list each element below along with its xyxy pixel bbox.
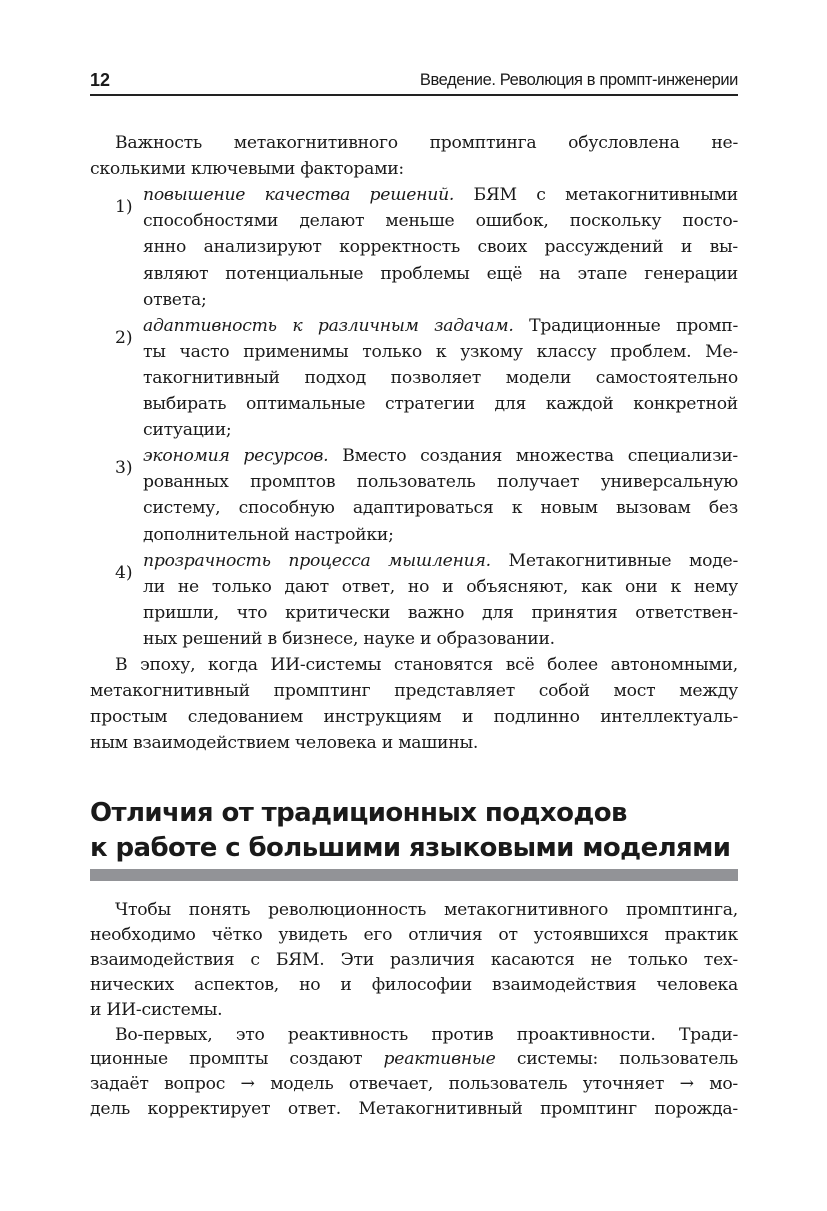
text-line <box>90 1099 738 1119</box>
text-segment: В эпоху, когда ИИ-системы становятся всё более автономными, <box>115 655 738 675</box>
text-line <box>115 1025 738 1045</box>
text-segment: ты часто применимы только к узкому классу проблем. Ме- <box>143 341 738 362</box>
text-segment: метакогнитивный промптинг представляет собой мост между <box>90 681 738 702</box>
text-line <box>143 603 738 623</box>
italic-term: прозрачность процесса мышления. <box>143 550 491 571</box>
text-line <box>143 394 738 414</box>
text-line <box>90 925 738 945</box>
text-segment: Традиционные промп- <box>513 315 739 336</box>
text-segment: Важность метакогнитивного промптинга обусловлена не- <box>115 133 738 153</box>
text-line <box>90 159 738 179</box>
text-line <box>90 733 738 753</box>
list-number: 3) <box>115 458 133 479</box>
text-segment: являют потенциальные проблемы ещё на этапе генерации <box>143 263 738 284</box>
text-segment: ционные промпты создают <box>90 1049 384 1070</box>
text-line <box>143 577 738 597</box>
running-header <box>90 64 738 96</box>
list-number: 4) <box>115 562 133 583</box>
text-segment: задаёт вопрос → модель отвечает, пользователь уточняет → мо- <box>90 1074 738 1095</box>
text-line <box>143 290 738 310</box>
text-segment: пришли, что критически важно для принятия ответствен- <box>143 602 738 623</box>
text-line <box>143 629 738 649</box>
text-segment: ситуации; <box>143 420 232 441</box>
section-heading-line-1: Отличия от традиционных подходов <box>90 798 627 828</box>
text-segment: БЯМ с метакогнитивными <box>454 185 739 206</box>
text-line <box>143 237 738 257</box>
heading-underline-bar <box>90 869 738 881</box>
text-line <box>115 655 738 675</box>
text-segment: ответа; <box>143 289 207 310</box>
text-line <box>90 1000 738 1020</box>
text-segment: необходимо чётко увидеть его отличия от устоявшихся практик <box>90 924 738 945</box>
text-line <box>115 133 738 153</box>
text-segment: сколькими ключевыми факторами: <box>90 159 404 180</box>
text-line <box>143 185 738 205</box>
text-line <box>90 681 738 701</box>
text-line <box>143 525 738 545</box>
italic-term: адаптивность к различным задачам. <box>143 315 514 336</box>
text-segment: нических аспектов, но и философии взаимодействия человека <box>90 974 738 995</box>
text-segment: Вместо создания множества специализи- <box>328 446 738 467</box>
text-line <box>143 368 738 388</box>
text-segment: ным взаимодействием человека и машины. <box>90 733 479 754</box>
section-heading-line-2: к работе с большими языковыми моделями <box>90 833 731 863</box>
text-line <box>143 472 738 492</box>
italic-term: экономия ресурсов. <box>143 446 329 467</box>
italic-term: реактивные <box>383 1049 496 1070</box>
text-line <box>90 975 738 995</box>
text-line <box>143 551 738 571</box>
text-segment: янно анализируют корректность своих рассуждений и вы- <box>143 237 738 258</box>
text-segment: Во-первых, это реактивность против проактивности. Тради- <box>115 1024 738 1045</box>
text-segment: такогнитивный подход позволяет модели самостоятельно <box>143 367 738 388</box>
text-line <box>143 420 738 440</box>
page-number: 12 <box>90 70 111 90</box>
text-line <box>143 264 738 284</box>
text-line <box>90 1074 738 1094</box>
text-line <box>143 342 738 362</box>
text-segment: и ИИ-системы. <box>90 999 223 1020</box>
text-segment: дель корректирует ответ. Метакогнитивный промптинг порожда- <box>90 1099 738 1120</box>
list-number: 2) <box>115 327 133 348</box>
text-line <box>143 211 738 231</box>
text-segment: ли не только дают ответ, но и объясняют, как они к нему <box>143 576 738 597</box>
text-segment: ных решений в бизнесе, науке и образовании. <box>143 628 555 649</box>
text-line <box>143 446 738 466</box>
text-segment: системы: пользователь <box>495 1049 738 1070</box>
text-segment: Метакогнитивные моде- <box>490 550 739 571</box>
text-segment: выбирать оптимальные стратегии для каждой конкретной <box>143 394 738 414</box>
text-segment: рованных промптов пользователь получает универсальную <box>143 472 738 493</box>
text-line <box>90 950 738 970</box>
text-segment: простым следованием инструкциям и подлинно интеллектуаль- <box>90 707 738 728</box>
text-segment: систему, способную адаптироваться к новым вызовам без <box>143 498 738 519</box>
list-number: 1) <box>115 197 133 218</box>
text-line <box>115 900 738 920</box>
text-line <box>143 498 738 518</box>
running-title: Введение. Революция в промпт-инженерии <box>419 71 738 89</box>
text-segment: взаимодействия с БЯМ. Эти различия касаются не только тех- <box>90 949 738 970</box>
text-line <box>90 1049 738 1069</box>
text-line <box>90 707 738 727</box>
text-segment: дополнительной настройки; <box>143 524 394 545</box>
text-line <box>143 316 738 336</box>
text-segment: способностями делают меньше ошибок, поскольку посто- <box>143 211 738 232</box>
italic-term: повышение качества решений. <box>143 185 455 206</box>
text-segment: Чтобы понять революционность метакогнитивного промптинга, <box>115 900 738 920</box>
